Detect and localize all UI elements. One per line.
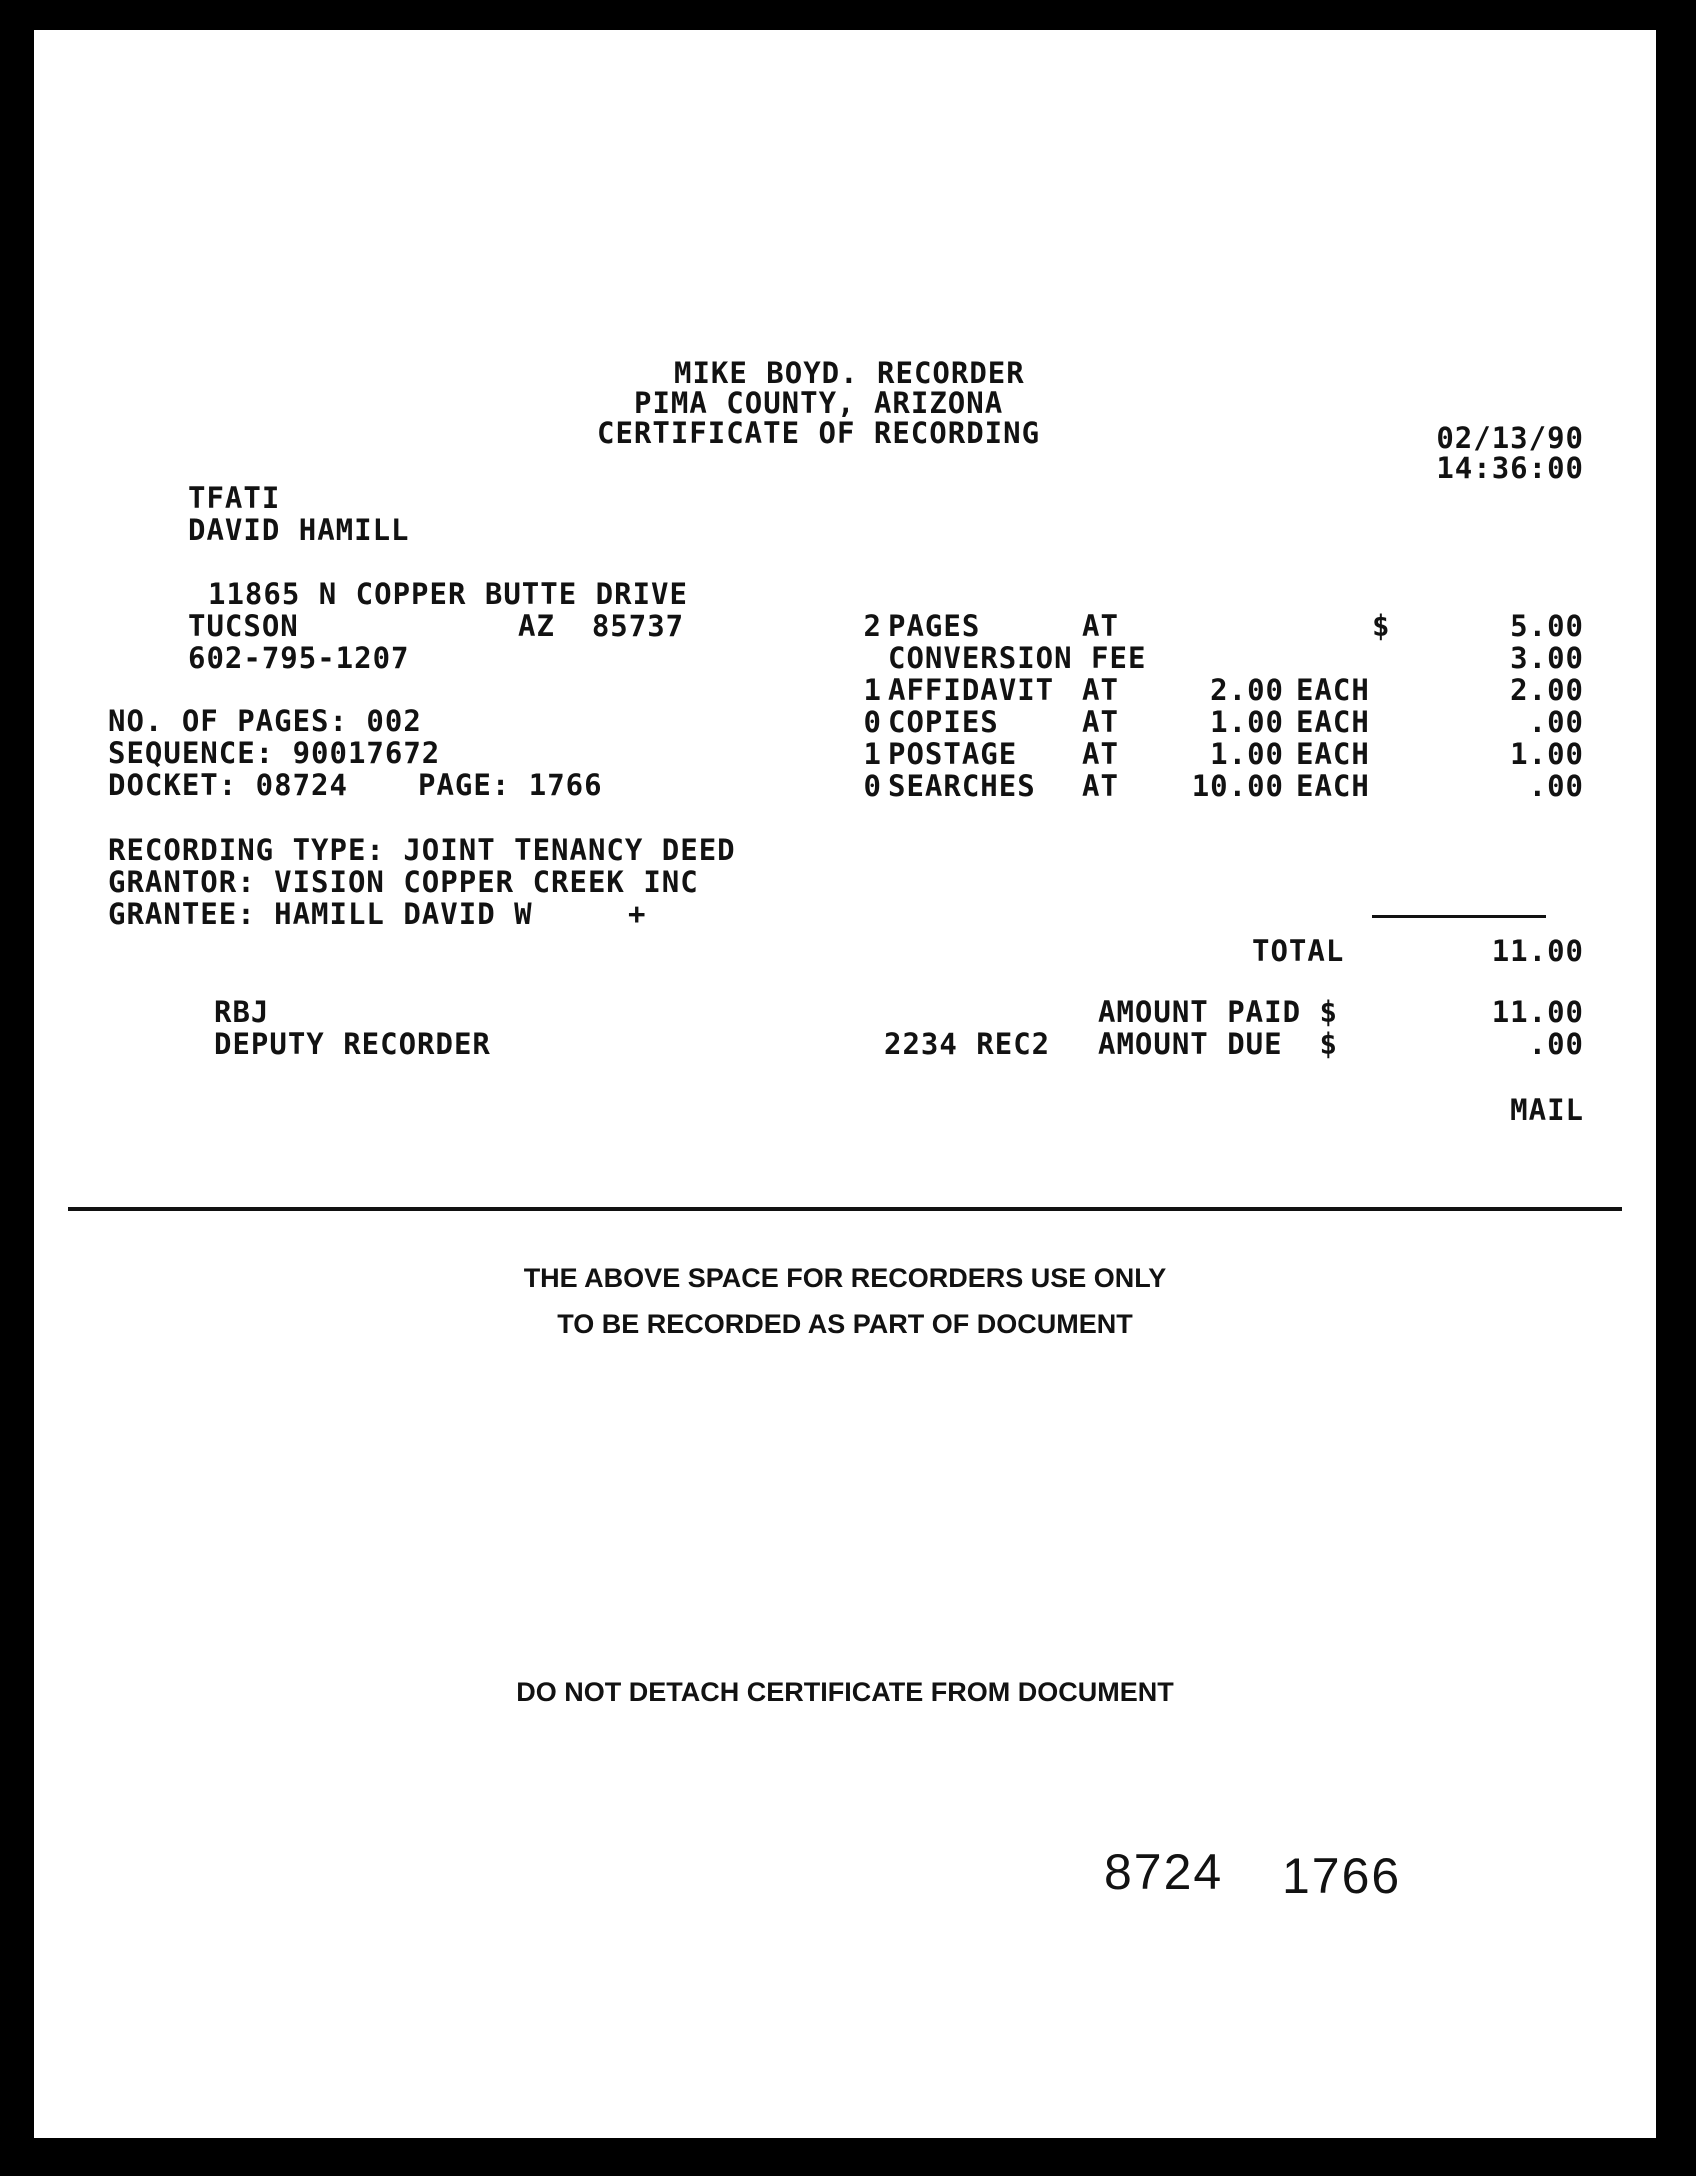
fee-amount: 3.00 [1510,641,1584,675]
grantee: GRANTEE: HAMILL DAVID W [108,897,533,931]
recipient-name: DAVID HAMILL [188,513,410,547]
recipient-state-zip: AZ 85737 [518,609,685,643]
section-divider [68,1207,1622,1211]
recording-type: RECORDING TYPE: JOINT TENANCY DEED [108,833,736,867]
fee-amount: 5.00 [1510,609,1584,643]
total-rule [1372,915,1546,918]
fee-each: EACH [1296,705,1370,739]
fee-at: AT [1082,609,1119,643]
certificate-page [34,30,1656,2138]
amount-paid-label: AMOUNT PAID $ [1098,995,1338,1029]
deputy-title: DEPUTY RECORDER [214,1027,491,1061]
amount-due-value: .00 [1528,1027,1584,1061]
amount-due-label: AMOUNT DUE $ [1098,1027,1338,1061]
docket-number: DOCKET: 08724 [108,768,348,802]
deputy-initials: RBJ [214,995,270,1029]
handwritten-docket: 8724 [1104,1844,1224,1900]
fee-rate: 1.00 [1210,737,1284,771]
page-number: PAGE: 1766 [418,768,603,802]
fee-at: AT [1082,705,1119,739]
fee-amount: 1.00 [1510,737,1584,771]
part-of-document-notice: TO BE RECORDED AS PART OF DOCUMENT [557,1309,1133,1339]
fee-amount: .00 [1528,705,1584,739]
recipient-street: 11865 N COPPER BUTTE DRIVE [208,577,688,611]
number-of-pages: NO. OF PAGES: 002 [108,704,422,738]
register-code: 2234 REC2 [884,1027,1051,1061]
recording-date: 02/13/90 [1436,421,1584,455]
fee-item: PAGES [888,609,981,643]
fee-qty: 1 [863,737,882,771]
fee-item: POSTAGE [888,737,1018,771]
fee-each: EACH [1296,737,1370,771]
fee-item: COPIES [888,705,999,739]
grantee-mark: + [628,897,647,931]
fee-qty: 0 [863,769,882,803]
fee-qty: 1 [863,673,882,707]
fee-at: AT [1082,769,1119,803]
delivery-method: MAIL [1510,1093,1584,1127]
grantor: GRANTOR: VISION COPPER CREEK INC [108,865,699,899]
fee-rate: 1.00 [1210,705,1284,739]
total-label: TOTAL [1252,934,1345,968]
fee-qty: 0 [863,705,882,739]
amount-paid-value: 11.00 [1491,995,1584,1029]
certificate-title: CERTIFICATE OF RECORDING [597,416,1041,450]
fee-at: AT [1082,673,1119,707]
recorders-use-notice: THE ABOVE SPACE FOR RECORDERS USE ONLY [523,1263,1167,1293]
county-name: PIMA COUNTY, ARIZONA [634,386,1004,420]
fee-rate: 10.00 [1191,769,1284,803]
fee-item: AFFIDAVIT [888,673,1055,707]
fee-each: EACH [1296,673,1370,707]
recipient-phone: 602-795-1207 [188,641,410,675]
fee-at: AT [1082,737,1119,771]
fee-item: CONVERSION FEE [888,641,1147,675]
recipient-code: TFATI [188,481,281,515]
handwritten-page: 1766 [1282,1848,1402,1904]
fee-dollar-sign: $ [1372,609,1391,643]
fee-qty: 2 [863,609,882,643]
fee-amount: .00 [1528,769,1584,803]
recipient-city: TUCSON [188,609,299,643]
do-not-detach-notice: DO NOT DETACH CERTIFICATE FROM DOCUMENT [516,1677,1174,1707]
sequence-number: SEQUENCE: 90017672 [108,736,441,770]
fee-rate: 2.00 [1210,673,1284,707]
total-value: 11.00 [1491,934,1584,968]
fee-each: EACH [1296,769,1370,803]
fee-item: SEARCHES [888,769,1036,803]
recording-time: 14:36:00 [1436,451,1584,485]
recorder-name: MIKE BOYD. RECORDER [674,356,1025,390]
fee-amount: 2.00 [1510,673,1584,707]
